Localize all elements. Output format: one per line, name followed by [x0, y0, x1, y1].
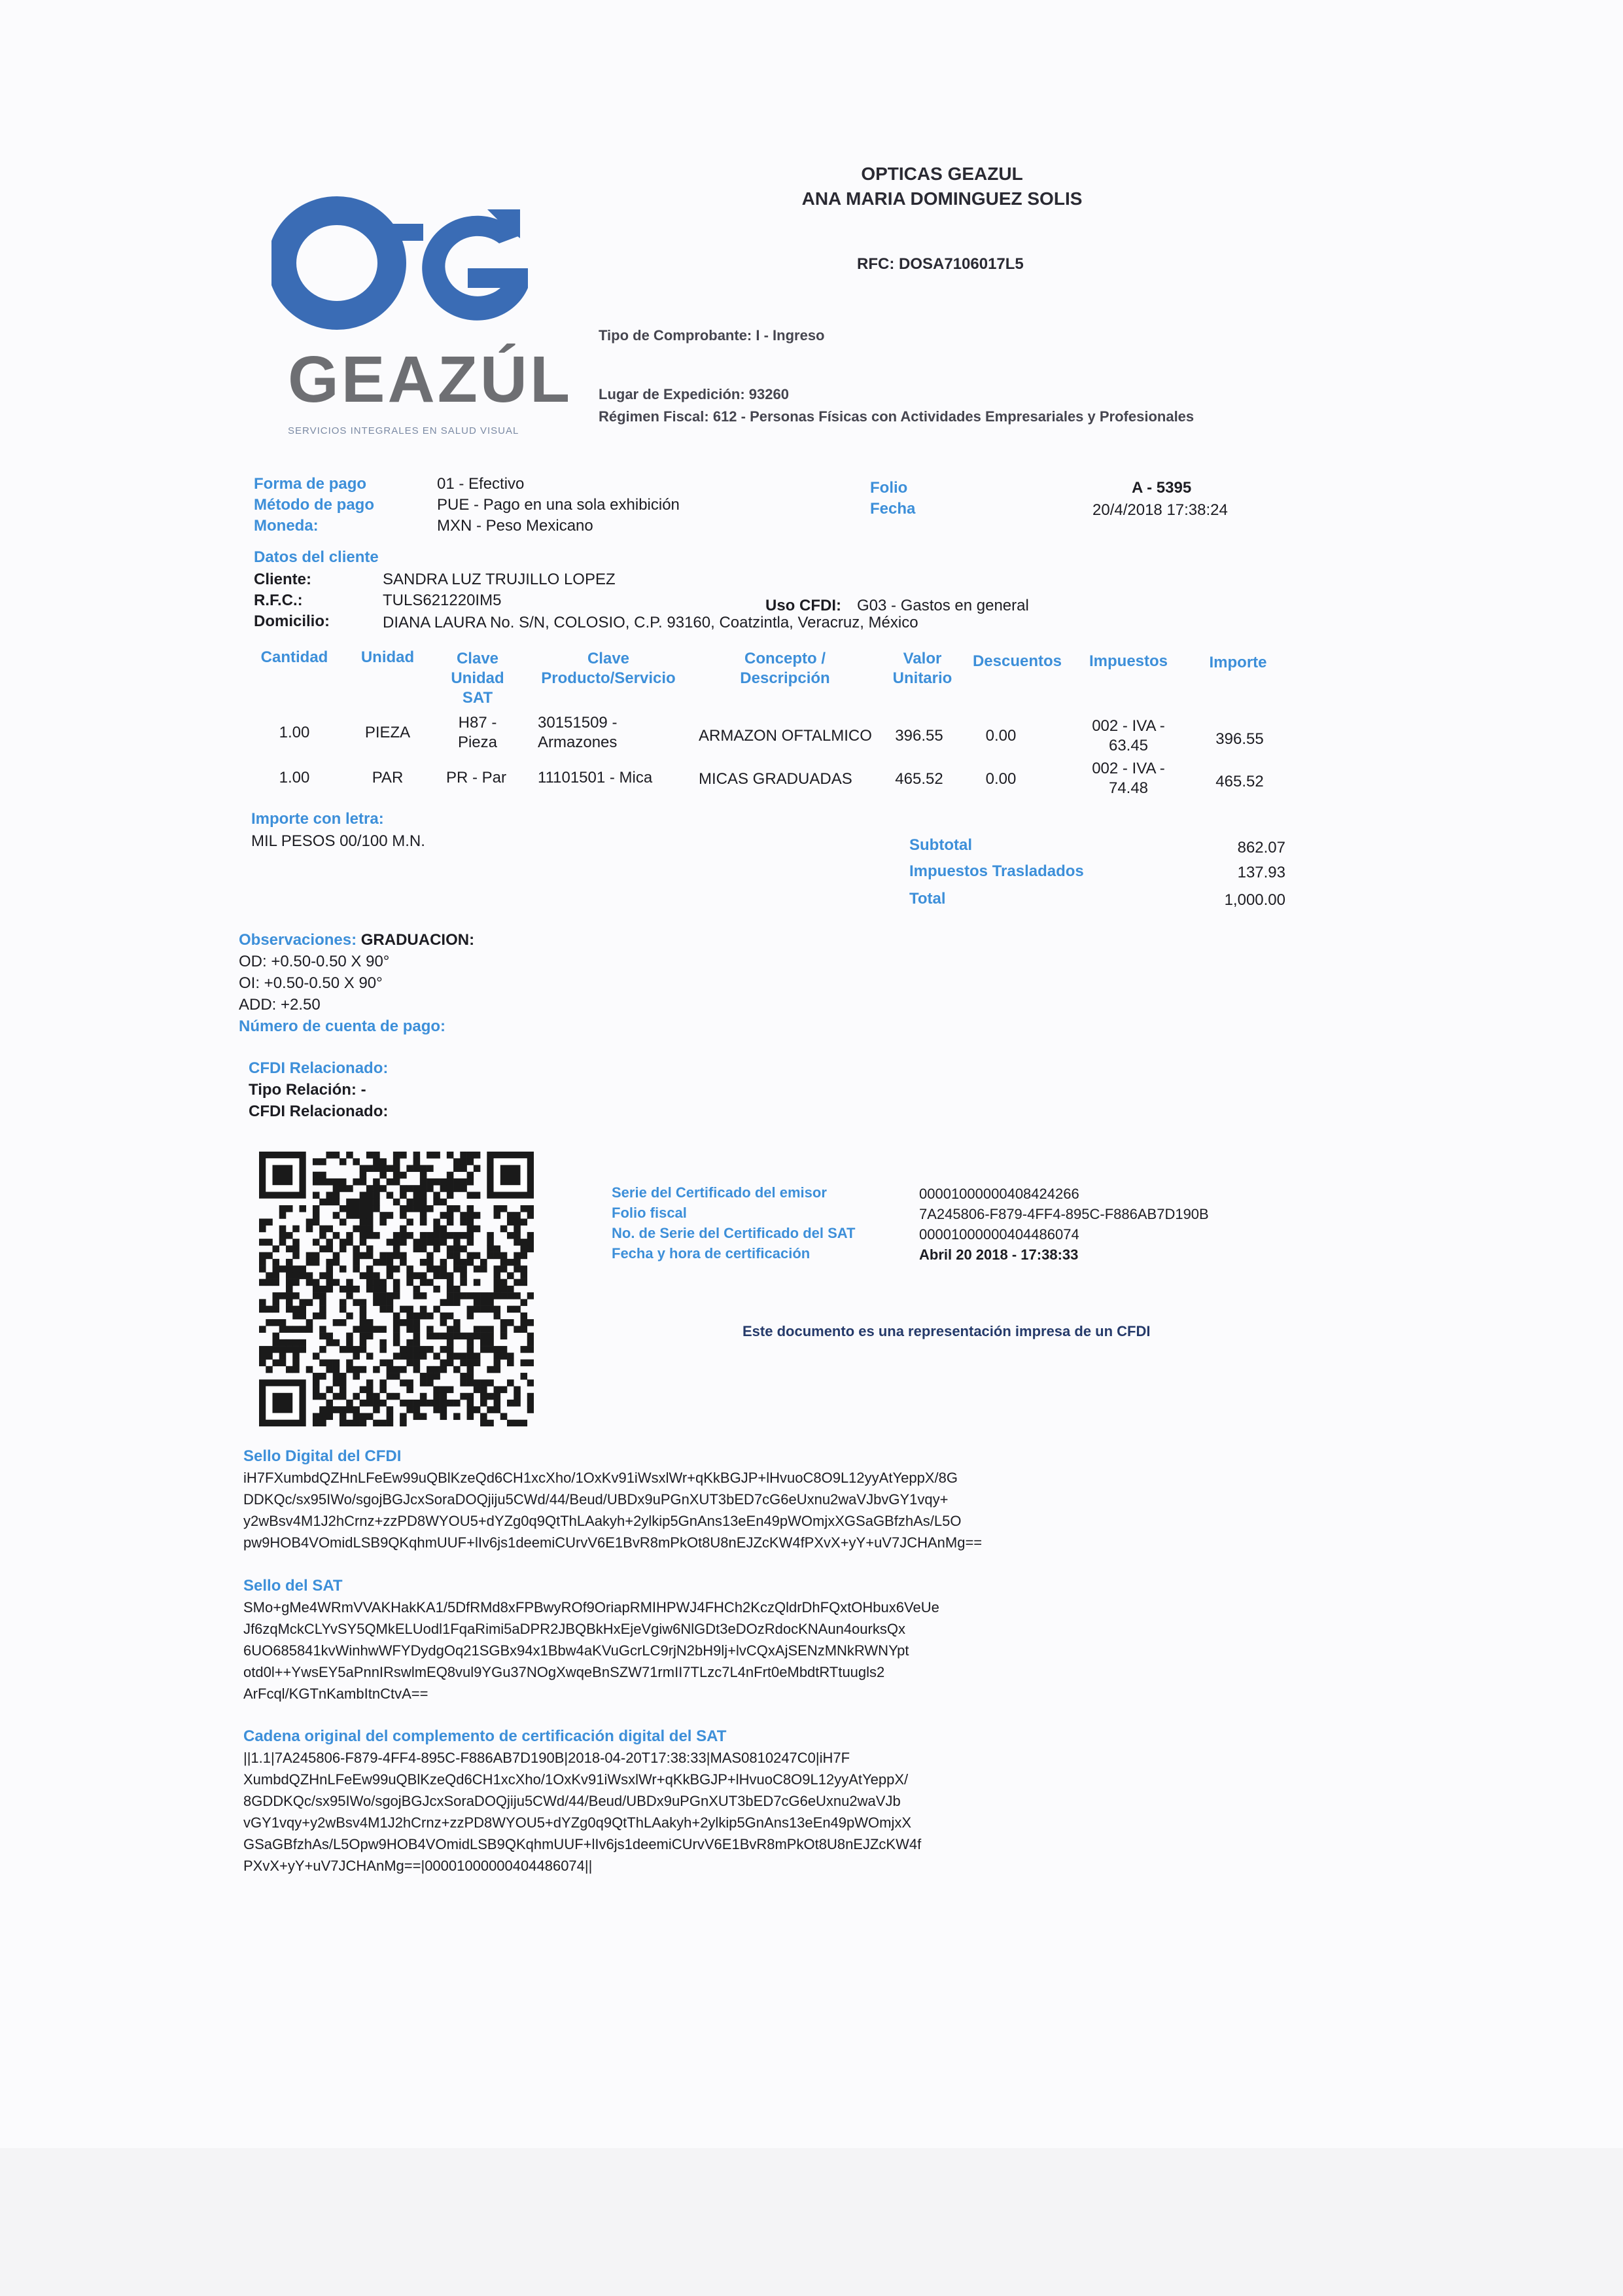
row-impuesto-2: 74.48: [1108, 779, 1149, 797]
sello-sat-line: ArFcql/KGTnKambItnCtvA==: [243, 1686, 428, 1702]
th-importe: Importe: [1209, 654, 1267, 671]
serie-sat-value: 00001000000404486074: [919, 1226, 1079, 1243]
fecha-value: 20/4/2018 17:38:24: [1092, 501, 1228, 519]
client-rfc-label: R.F.C.:: [254, 592, 303, 609]
cfdi-relacionado-title: CFDI Relacionado:: [249, 1059, 389, 1077]
scan-bottom-band: [0, 2148, 1623, 2296]
row-valor: 396.55: [895, 727, 943, 745]
row-clave-producto: 11101501 - Mica: [538, 769, 653, 786]
cliente-value: SANDRA LUZ TRUJILLO LOPEZ: [383, 571, 616, 588]
row-clave-producto-2: Armazones: [538, 733, 618, 751]
logo-name: GEAZÚL: [288, 343, 573, 416]
importe-letra-label: Importe con letra:: [251, 810, 384, 828]
serie-emisor-label: Serie del Certificado del emisor: [612, 1184, 827, 1201]
uso-cfdi-value: G03 - Gastos en general: [857, 597, 1029, 614]
moneda-label: Moneda:: [254, 517, 319, 535]
cadena-line: PXvX+yY+uV7JCHAnMg==|00001000000404486074||: [243, 1858, 593, 1874]
qr-code-image: [259, 1152, 534, 1426]
logo-tagline: SERVICIOS INTEGRALES EN SALUD VISUAL: [288, 425, 519, 436]
regimen-fiscal: Régimen Fiscal: 612 - Personas Físicas con Actividades Empresariales y Profesionales: [599, 408, 1195, 425]
metodo-pago-label: Método de pago: [254, 496, 374, 514]
sello-sat-text: [243, 1597, 1159, 1704]
row-unidad: PIEZA: [364, 724, 411, 741]
row-unidad: PAR: [372, 769, 404, 786]
cadena-original-section: [243, 1727, 1159, 1877]
sello-cfdi-line: DDKQc/sx95IWo/sgojBGJcxSoraDOQjiju5CWd/44/Beud/UBDx9uPGnXUT3bED7cG6eUxnu2waVJbvGY1vqy+: [243, 1491, 949, 1508]
sello-cfdi-line: pw9HOB4VOmidLSB9QKqhmUUF+lIv6js1deemiCUrvV6E1BvR8mPkOt8U8nEJZcKW4fPXvX+yY+uV7JCHAnMg==: [243, 1534, 983, 1551]
th-concepto-1: Concepto /: [744, 650, 826, 667]
th-unidad: Unidad: [360, 648, 415, 666]
issuer-business-name: OPTICAS GEAZUL: [861, 164, 1023, 184]
row-clave-unidad-1: H87 -: [458, 714, 497, 732]
folio-label: Folio: [870, 479, 908, 497]
row-impuesto-1: 002 - IVA -: [1092, 760, 1165, 777]
fecha-certificacion-value: Abril 20 2018 - 17:38:33: [919, 1246, 1079, 1263]
moneda-value: MXN - Peso Mexicano: [437, 517, 593, 535]
cliente-label: Cliente:: [254, 571, 312, 588]
sello-sat-line: SMo+gMe4WRmVVAKHakKA1/5DfRMd8xFPBwyROf9OriapRMIHPWJ4FHCh2KczQldrDhFQxtOHbux6VeUe: [243, 1599, 939, 1616]
row-impuesto: [1079, 716, 1178, 756]
row-concepto: MICAS GRADUADAS: [699, 770, 852, 788]
row-importe: 396.55: [1215, 730, 1264, 748]
domicilio-value: DIANA LAURA No. S/N, COLOSIO, C.P. 93160, Coatzintla, Veracruz, México: [383, 614, 918, 631]
serie-sat-label: No. de Serie del Certificado del SAT: [612, 1225, 856, 1241]
folio-fiscal-value: 7A245806-F879-4FF4-895C-F886AB7D190B: [919, 1206, 1209, 1222]
observacion-line: ADD: +2.50: [239, 996, 321, 1014]
sello-sat-line: Jf6zqMckCLYvSY5QMkELUodl1FqaRimi5aDPR2JBQBkHxEjeVgiw6NlGDt3eDOzRdocKNAun4ourksQx: [243, 1621, 905, 1637]
th-valor-2: Unitario: [892, 669, 952, 687]
issuer-rfc: RFC: DOSA7106017L5: [857, 255, 1024, 273]
impuestos-trasladados-value: 137.93: [1237, 864, 1285, 881]
subtotal-label: Subtotal: [909, 836, 972, 854]
sello-sat-line: 6UO685841kvWinhwWFYDydgOq21SGBx94x1Bbw4aKVuGcrLC9rjN2bH9lj+lvCQxAjSENzMNkRWNYpt: [243, 1642, 909, 1659]
qr-code: [259, 1152, 534, 1426]
cadena-original-title: Cadena original del complemento de certificación digital del SAT: [243, 1727, 727, 1745]
row-clave-unidad-2: Pieza: [457, 733, 498, 751]
serie-emisor-value: 00001000000408424266: [919, 1186, 1079, 1202]
observaciones-label: Observaciones:: [239, 931, 357, 949]
row-clave-unidad: [445, 713, 510, 752]
th-impuestos: Impuestos: [1089, 652, 1168, 670]
folio-fiscal-label: Folio fiscal: [612, 1205, 687, 1221]
cadena-line: vGY1vqy+y2wBsv4M1J2hCrnz+zzPD8WYOU5+dYZg0q9QtThLAakyh+2ylkip5GnAns13eEn49pWOmjxX: [243, 1814, 912, 1831]
th-clave-producto-1: Clave: [587, 650, 630, 667]
total-label: Total: [909, 890, 946, 908]
cadena-line: GSaGBfzhAs/L5Opw9HOB4VOmidLSB9QKqhmUUF+lIv6js1deemiCUrvV6E1BvR8mPkOt8U8nEJZcKW4f: [243, 1836, 922, 1852]
row-impuesto: [1079, 759, 1178, 798]
row-cantidad: 1.00: [279, 724, 310, 741]
observacion-line: OI: +0.50-0.50 X 90°: [239, 974, 383, 992]
impuestos-trasladados-label: Impuestos Trasladados: [909, 862, 1084, 880]
client-section-title: Datos del cliente: [254, 548, 379, 566]
th-valor-1: Valor: [903, 650, 942, 667]
total-value: 1,000.00: [1224, 891, 1285, 909]
row-valor: 465.52: [895, 770, 943, 788]
row-cantidad: 1.00: [279, 769, 310, 786]
og-logo-mark: [271, 190, 553, 350]
sello-sat-title: Sello del SAT: [243, 1577, 343, 1595]
th-valor-unitario: [883, 649, 962, 688]
sello-cfdi-line: y2wBsv4M1J2hCrnz+zzPD8WYOU5+dYZg0q9QtThLAakyh+2ylkip5GnAns13eEn49pWOmjxXGSaGBfzhAs/L5O: [243, 1513, 962, 1529]
numero-cuenta-label: Número de cuenta de pago:: [239, 1017, 446, 1035]
forma-pago-label: Forma de pago: [254, 475, 367, 493]
domicilio-label: Domicilio:: [254, 612, 330, 630]
th-descuentos: Descuentos: [972, 652, 1062, 670]
row-importe: 465.52: [1215, 773, 1264, 790]
importe-letra-value: MIL PESOS 00/100 M.N.: [251, 832, 425, 850]
th-concepto-2: Descripción: [740, 669, 830, 687]
client-rfc-value: TULS621220IM5: [383, 592, 502, 609]
row-clave-producto-1: 30151509 -: [538, 714, 618, 732]
metodo-pago-value: PUE - Pago en una sola exhibición: [437, 496, 680, 514]
company-logo: [271, 190, 573, 445]
fecha-label: Fecha: [870, 500, 916, 518]
sello-cfdi-title: Sello Digital del CFDI: [243, 1447, 402, 1465]
row-concepto: ARMAZON OFTALMICO: [699, 727, 872, 745]
sello-sat-section: [243, 1577, 1159, 1704]
th-cantidad: Cantidad: [260, 648, 328, 666]
row-clave-unidad: PR - Par: [446, 769, 507, 786]
tipo-relacion-label: Tipo Relación: -: [249, 1081, 366, 1099]
cadena-line: XumbdQZHnLFeEw99uQBlKzeQd6CH1xcXho/1OxKv91iWsxlWr+qKkBGJP+lHvuoC8O9L12yyAtYeppX/: [243, 1771, 909, 1788]
tipo-comprobante: Tipo de Comprobante: I - Ingreso: [599, 327, 825, 344]
observaciones: [239, 929, 474, 1037]
row-descuento: 0.00: [985, 727, 1017, 745]
cadena-line: 8GDDKQc/sx95IWo/sgojBGJcxSoraDOQjiju5CWd/44/Beud/UBDx9uPGnXUT3bED7cG6eUxnu2waVJb: [243, 1793, 901, 1809]
th-clave-producto: [530, 649, 687, 688]
row-descuento: 0.00: [985, 770, 1017, 788]
th-concepto: [707, 649, 864, 688]
lugar-expedicion: Lugar de Expedición: 93260: [599, 386, 789, 402]
row-impuesto-2: 63.45: [1108, 737, 1149, 754]
sello-cfdi-section: [243, 1447, 1159, 1553]
cadena-original-text: [243, 1747, 1159, 1877]
folio-value: A - 5395: [1132, 479, 1192, 497]
observaciones-first: GRADUACION:: [360, 931, 475, 949]
uso-cfdi-label: Uso CFDI:: [765, 597, 841, 614]
sello-cfdi-text: [243, 1467, 1159, 1553]
cadena-line: ||1.1|7A245806-F879-4FF4-895C-F886AB7D190B|2018-04-20T17:38:33|MAS0810247C0|iH7F: [243, 1750, 850, 1766]
th-clave-unidad: [442, 649, 514, 708]
cfdi-notice: Este documento es una representación impresa de un CFDI: [742, 1323, 1151, 1339]
sello-sat-line: otd0l++YwsEY5aPnnIRswlmEQ8vul9YGu37NOgXwqeBnSZW71rmII7TLzc7L4nFrt0eMbdtRTtuugls2: [243, 1664, 885, 1680]
th-clave-unidad-2: Unidad: [451, 669, 504, 687]
th-clave-producto-2: Producto/Servicio: [541, 669, 676, 687]
sello-cfdi-line: iH7FXumbdQZHnLFeEw99uQBlKzeQd6CH1xcXho/1OxKv91iWsxlWr+qKkBGJP+lHvuoC8O9L12yyAtYeppX/8G: [243, 1470, 958, 1486]
fecha-certificacion-label: Fecha y hora de certificación: [612, 1245, 811, 1262]
th-clave-unidad-1: Clave: [456, 650, 499, 667]
row-clave-producto: [538, 713, 688, 752]
forma-pago-value: 01 - Efectivo: [437, 475, 525, 493]
row-impuesto-1: 002 - IVA -: [1092, 717, 1165, 735]
cfdi-relacionado-section: [249, 1057, 388, 1122]
subtotal-value: 862.07: [1237, 839, 1285, 857]
issuer-owner-name: ANA MARIA DOMINGUEZ SOLIS: [801, 188, 1083, 209]
th-clave-unidad-3: SAT: [462, 689, 493, 707]
cfdi-relacionado-label: CFDI Relacionado:: [249, 1103, 389, 1120]
observacion-line: OD: +0.50-0.50 X 90°: [239, 953, 390, 970]
